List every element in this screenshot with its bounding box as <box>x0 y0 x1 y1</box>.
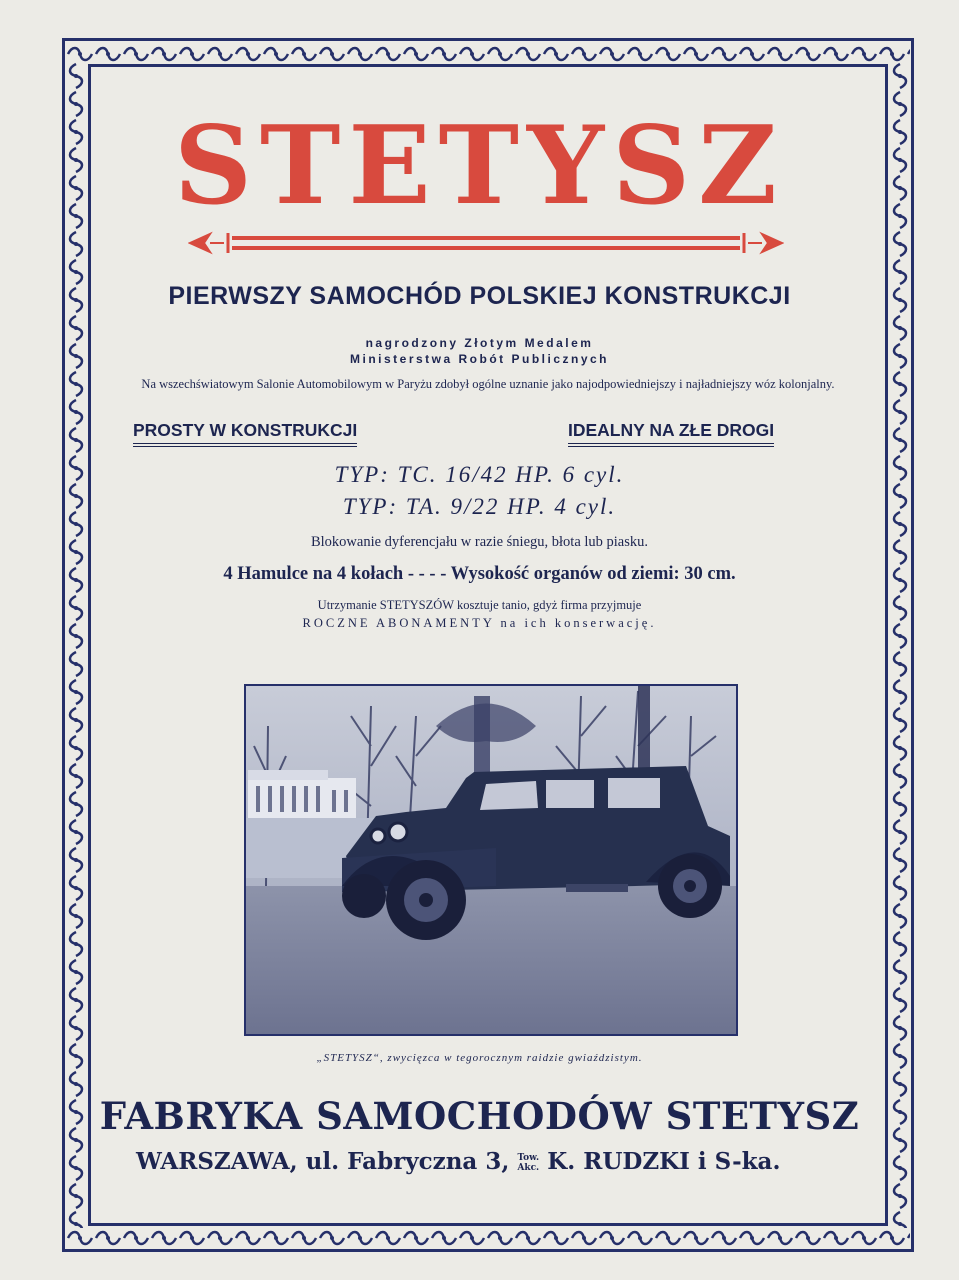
owner-name: K. RUDZKI i S-ka. <box>547 1148 781 1175</box>
maintenance-line-2: ROCZNE ABONAMENTY na ich konserwację. <box>302 616 657 630</box>
address-street: WARSZAWA, ul. Fabryczna 3, <box>136 1148 510 1175</box>
award-line-1: nagrodzony Złotym Medalem <box>365 336 594 350</box>
company-type <box>517 1153 539 1173</box>
feature-bad-roads: IDEALNY NA ZŁE DROGI <box>568 420 774 447</box>
maintenance-line-1: Utrzymanie STETYSZÓW kosztuje tanio, gdyż firma przyjmuje <box>317 598 642 612</box>
tow-label: Tow. <box>517 1153 540 1163</box>
akc-label: Akc. <box>517 1163 540 1173</box>
brand-title: STETYSZ <box>174 103 785 229</box>
chain-border-bottom <box>66 1228 910 1248</box>
feature-simple-construction: PROSTY W KONSTRUKCJI <box>133 420 357 447</box>
photo-caption: „STETYSZ“, zwycięzca w tegorocznym raidzie gwiaździstym. <box>316 1052 643 1064</box>
paris-salon-paragraph: Na wszechświatowym Salonie Automobilowym w Paryżu zdobył ogólne uznanie jako najodpowiedniejszy i najładniejszy wóz kolonjalny. <box>141 377 835 391</box>
model-tc: TYP: TC. 16/42 HP. 6 cyl. <box>334 462 625 487</box>
car-photograph <box>244 684 738 1036</box>
factory-name: FABRYKA SAMOCHODÓW STETYSZ <box>99 1094 860 1138</box>
differential-line: Blokowanie dyferencjału w razie śniegu, błota lub piasku. <box>310 534 649 550</box>
headline: PIERWSZY SAMOCHÓD POLSKIEJ KONSTRUKCJI <box>168 282 791 310</box>
chain-border-top <box>66 44 910 64</box>
brakes-height-line: 4 Hamulce na 4 kołach - - - - Wysokość organów od ziemi: 30 cm. <box>223 564 736 584</box>
title-rule-ornament <box>188 228 784 258</box>
model-ta: TYP: TA. 9/22 HP. 4 cyl. <box>342 494 617 519</box>
factory-address <box>136 1148 856 1175</box>
award-line-2: Ministerstwa Robót Publicznych <box>349 352 610 366</box>
